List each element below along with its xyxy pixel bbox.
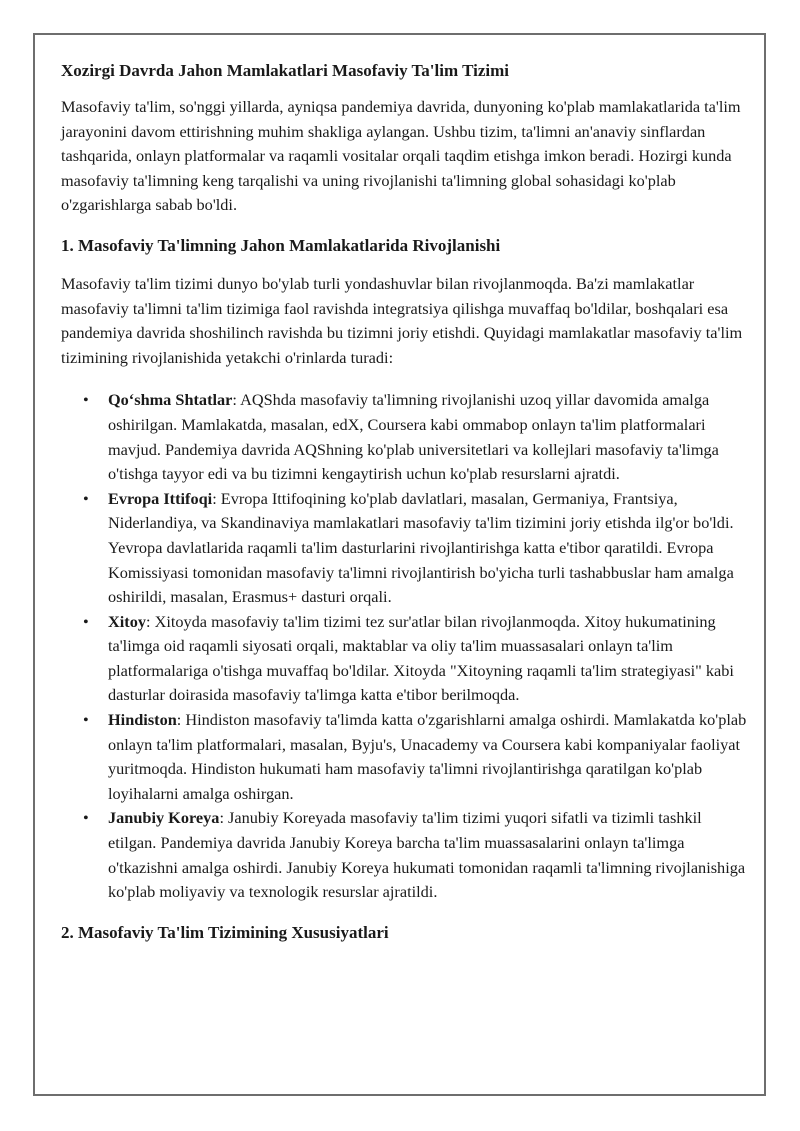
list-item-term: Xitoy — [108, 611, 146, 631]
section-1-heading: 1. Masofaviy Ta'limning Jahon Mamlakatlarida Rivojlanishi — [61, 235, 501, 255]
document-body — [61, 59, 751, 959]
document-title: Xozirgi Davrda Jahon Mamlakatlari Masofaviy Ta'lim Tizimi — [61, 61, 509, 80]
bullet-icon: • — [83, 611, 89, 631]
list-item-text: : Evropa Ittifoqining ko'plab davlatlari, masalan, Germaniya, Frantsiya, Niderlandiya, va Skandinaviya mamlakatlari masofaviy ta'lim tizimini joriy etishda ilg'or bo'ldi. Yevropa davlatlarida raqamli ta'lim dasturlarini rivojlantirishga katta e'tibor qaratildi. Evropa Komissiyasi tomonidan masofaviy ta'limni rivojlantirish bo'yicha turli tashabbuslar ham amalga oshirildi, masalan, Erasmus+ dasturi orqali. — [108, 488, 734, 607]
list-item-text: : Janubiy Koreyada masofaviy ta'lim tizimi yuqori sifatli va tizimli tashkil etilgan. Pandemiya davrida Janubiy Koreya barcha ta'lim muassasalarini onlayn ta'limga o'tkazishni amalga oshirdi. Janubiy Koreya hukumati tomonidan raqamli ta'limning rivojlanishiga ko'plab moliyaviy va texnologik resurslar ajratildi. — [108, 808, 746, 902]
country-list — [61, 388, 751, 904]
bullet-icon: • — [83, 488, 89, 508]
list-item-term: Janubiy Koreya — [108, 808, 220, 828]
bullet-icon: • — [83, 390, 89, 410]
list-item — [83, 610, 751, 708]
list-item — [83, 708, 751, 806]
section-1-paragraph: Masofaviy ta'lim tizimi dunyo bo'ylab turli yondashuvlar bilan rivojlanmoqda. Ba'zi mamlakatlar masofaviy ta'limni ta'lim tizimiga faol ravishda integratsiya qilishga muvaffaq bo'ldilar, boshqalari esa pandemiya davrida shoshilinch ravishda bu tizimni joriy etishdi. Quyidagi mamlakatlar masofaviy ta'lim tizimining rivojlanishida yetakchi o'rinlarda turadi: — [61, 273, 743, 367]
bullet-icon: • — [83, 710, 89, 730]
bullet-icon: • — [83, 808, 89, 828]
list-item-text: : Xitoyda masofaviy ta'lim tizimi tez sur'atlar bilan rivojlanmoqda. Xitoy hukumatining ta'limga oid raqamli siyosati orqali, maktablar va oliy ta'lim muassasalari onlayn ta'lim platformalariga o'tishga muvaffaq bo'ldilar. Xitoyda "Xitoyning raqamli ta'lim strategiyasi" kabi dasturlar doirasida masofaviy ta'limga katta e'tibor berilmoqda. — [108, 611, 734, 705]
list-item-term: Evropa Ittifoqi — [108, 488, 213, 508]
list-item-text: : Hindiston masofaviy ta'limda katta o'zgarishlarni amalga oshirdi. Mamlakatda ko'plab onlayn ta'lim platformalari, masalan, Byju's, Unacademy va Coursera kabi kompaniyalar faoliyat yuritmoqda. Hindiston hukumati ham masofaviy ta'limni rivojlantirishga qaratilgan ko'plab loyihalarni amalga oshirgan. — [108, 710, 747, 803]
list-item — [83, 806, 751, 904]
list-item-term: Qoʻshma Shtatlar — [108, 390, 233, 410]
list-item-text: : AQShda masofaviy ta'limning rivojlanishi uzoq yillar davomida amalga oshirilgan. Mamlakatda, masalan, edX, Coursera kabi ommabop onlayn ta'lim platformalari mavjud. Pandemiya davrida AQShning ko'plab universitetlari va kollejlari masofaviy ta'limga o'tishga tayyor edi va bu tizimni kengaytirish uchun ko'plab resurslarni ajratdi. — [108, 390, 719, 484]
list-item — [83, 388, 751, 486]
page-frame — [33, 33, 766, 1096]
intro-paragraph: Masofaviy ta'lim, so'nggi yillarda, ayniqsa pandemiya davrida, dunyoning ko'plab mamlakatlarida ta'lim jarayonini davom ettirishning muhim shakliga aylangan. Ushbu tizim, ta'limni an'anaviy sinflardan tashqarida, onlayn platformalar va raqamli vositalar orqali taqdim etishga imkon beradi. Hozirgi kunda masofaviy ta'limning keng tarqalishi va uning rivojlanishi ta'limning global sohasidagi ko'plab o'zgarishlarga sabab bo'ldi. — [61, 97, 741, 215]
list-item-term: Hindiston — [108, 710, 177, 730]
section-2-heading: 2. Masofaviy Ta'lim Tizimining Xususiyatlari — [61, 922, 389, 942]
list-item — [83, 487, 751, 610]
